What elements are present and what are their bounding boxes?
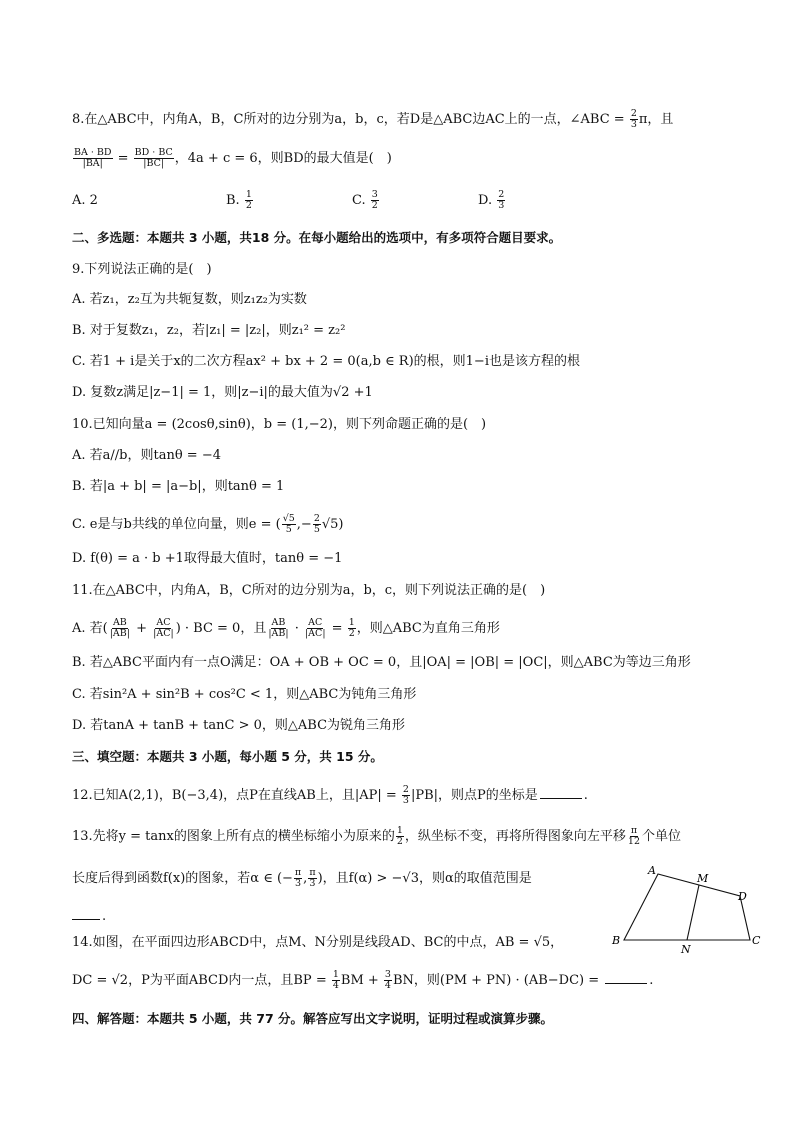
q13-answer-blank[interactable] — [72, 907, 100, 920]
q11-option-a: A. 若( $\frac{AB}{|AB|}$ + $\frac{AC}{|AC|}$ ) · BC = 0，且 $\frac{AB}{|AB|}$ · $\frac{AC}{|AC|}$ = $\frac{1}{2}$ ，则△ABC为直角三角形 — [72, 617, 500, 639]
label-n: N — [681, 943, 691, 956]
quadrilateral-abcd — [624, 874, 750, 940]
q13-line2: 长度后得到函数f(x)的图象，若α ∈ (− $\frac{\pi}{3}$ , $\frac{\pi}{3}$ )，且f(α) > −√3，则α的取值范围是 — [72, 867, 532, 889]
label-b: B — [612, 934, 621, 947]
q10-stem: 10.已知向量a = (2cosθ,sinθ)，b = (1,−2)，则下列命题正确的是( ) — [72, 417, 487, 432]
q8-line2: $\frac{BA \cdot BD}{|BA|}$ = $\frac{BD \cdot BC}{|BC|}$ ，4a + c = 6，则BD的最大值是( ) — [74, 147, 392, 169]
q11-option-b: B. 若△ABC平面内有一点O满足：OA + OB + OC = 0，且|OA| = |OB| = |OC|，则△ABC为等边三角形 — [72, 655, 691, 670]
q9-option-d: D. 复数z满足|z−1| = 1，则|z−i|的最大值为√2 +1 — [72, 385, 373, 400]
label-m: M — [697, 872, 709, 885]
q9-option-a: A. 若z₁，z₂互为共轭复数，则z₁z₂为实数 — [72, 292, 307, 307]
q8-angle-fraction: $\frac{2}{3}$ — [630, 108, 637, 130]
q14-line1: 14.如图，在平面四边形ABCD中，点M、N分别是线段AD、BC的中点，AB = √5， — [72, 935, 564, 950]
q8-option-c: C. $\frac{3}{2}$ — [352, 189, 378, 211]
section-heading-solutions: 四、解答题：本题共 5 小题，共 77 分。解答应写出文字说明，证明过程或演算步骤。 — [72, 1011, 554, 1026]
q12-answer-blank[interactable] — [540, 786, 582, 799]
q9-option-c: C. 若1 + i是关于x的二次方程ax² + bx + 2 = 0(a,b ∈ R)的根，则1−i也是该方程的根 — [72, 354, 580, 369]
q13-line1: 13.先将y = tanx的图象上所有点的横坐标缩小为原来的 $\frac{1}{2}$ ，纵坐标不变，再将所得图象向左平移 $\frac{\pi}{12}$ 个单位 — [72, 825, 682, 847]
label-c: C — [752, 934, 761, 947]
q8-option-b: B. $\frac{1}{2}$ — [226, 189, 252, 211]
q10-option-d: D. f(θ) = a · b +1取得最大值时，tanθ = −1 — [72, 551, 343, 566]
q14-answer-blank[interactable] — [605, 971, 647, 984]
q11-stem: 11.在△ABC中，内角A，B，C所对的边分别为a，b，c，则下列说法正确的是( ) — [72, 583, 546, 598]
quadrilateral-figure — [606, 862, 766, 957]
q10-option-c: C. e是与b共线的单位向量，则e = ( $\frac{√5}{5}$ ,− $\frac{2}{5}$ √5) — [72, 513, 344, 535]
q8-fraction-1: $\frac{BA \cdot BD}{|BA|}$ — [74, 147, 112, 169]
q8-line1: 8.在△ABC中，内角A，B，C所对的边分别为a，b，c，若D是△ABC边AC上的一点，∠ABC = $\frac{2}{3}$ π，且 — [72, 108, 674, 130]
q8-fraction-2: $\frac{BD \cdot BC}{|BC|}$ — [134, 147, 173, 169]
section-heading-fill-in: 三、填空题：本题共 3 小题，每小题 5 分，共 15 分。 — [72, 749, 383, 764]
label-d: D — [738, 890, 747, 903]
section-heading-multi-choice: 二、多选题：本题共 3 小题，共18 分。在每小题给出的选项中，有多项符合题目要求。 — [72, 230, 562, 245]
q8-text: 8.在△ABC中，内角A，B，C所对的边分别为a，b，c，若D是△ABC边AC上的一点，∠ABC = — [72, 112, 629, 127]
q10-option-a: A. 若a//b，则tanθ = −4 — [72, 448, 221, 463]
q9-option-b: B. 对于复数z₁，z₂，若|z₁| = |z₂|，则z₁² = z₂² — [72, 323, 346, 338]
q11-option-c: C. 若sin²A + sin²B + cos²C < 1，则△ABC为钝角三角形 — [72, 687, 417, 702]
segment-mn — [687, 885, 699, 940]
q8-option-d: D. $\frac{2}{3}$ — [478, 189, 505, 211]
q9-stem: 9.下列说法正确的是( ) — [72, 262, 212, 277]
q8-option-a: A. 2 — [72, 193, 98, 208]
q11-option-d: D. 若tanA + tanB + tanC > 0，则△ABC为锐角三角形 — [72, 718, 406, 733]
q12-line: 12.已知A(2,1)，B(−3,4)，点P在直线AB上，且|AP| = $\frac{2}{3}$ |PB|，则点P的坐标是 . — [72, 784, 588, 806]
q13-line3: . — [72, 907, 106, 926]
label-a: A — [648, 864, 656, 877]
q14-line2: DC = √2，P为平面ABCD内一点，且BP = $\frac{1}{4}$ BM + $\frac{3}{4}$ BN，则(PM + PN) · (AB−DC) = . — [72, 969, 654, 991]
q10-option-b: B. 若|a + b| = |a−b|，则tanθ = 1 — [72, 479, 285, 494]
